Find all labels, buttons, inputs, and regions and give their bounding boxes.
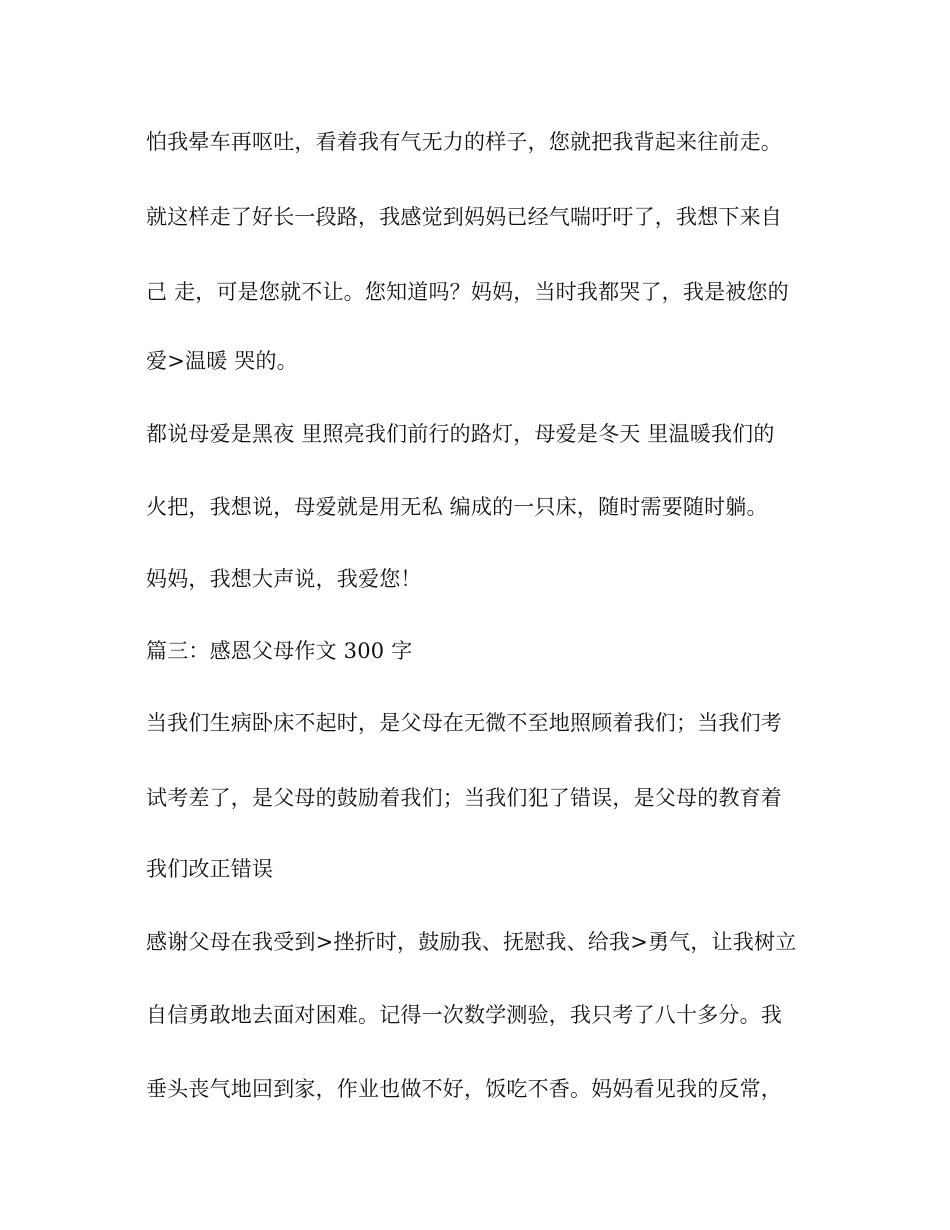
text-line: 感谢父母在我受到>挫折时，鼓励我、抚慰我、给我>勇气，让我树立 — [146, 930, 797, 954]
text-line: 就这样走了好长一段路，我感觉到妈妈已经气喘吁吁了，我想下来自 — [146, 205, 782, 229]
text-line: 火把，我想说，母爱就是用无私 编成的一只床，随时需要随时躺。 — [146, 495, 768, 519]
text-line: 自信勇敢地去面对困难。记得一次数学测验，我只考了八十多分。我 — [146, 1003, 782, 1027]
text-line: 怕我晕车再呕吐，看着我有气无力的样子，您就把我背起来往前走。 — [146, 130, 782, 154]
section-heading: 篇三：感恩父母作文 300 字 — [146, 639, 413, 663]
text-line: 都说母爱是黑夜 里照亮我们前行的路灯，母爱是冬天 里温暖我们的 — [146, 422, 775, 446]
text-line: 爱>温暖 哭的。 — [146, 349, 298, 373]
text-line: 己 走，可是您就不让。您知道吗？妈妈，当时我都哭了，我是被您的 — [146, 280, 789, 304]
text-line: 妈妈，我想大声说，我爱您！ — [146, 567, 422, 591]
text-line: 当我们生病卧床不起时，是父母在无微不至地照顾着我们；当我们考 — [146, 711, 782, 735]
text-line: 试考差了，是父母的鼓励着我们；当我们犯了错误，是父母的教育着 — [146, 786, 782, 810]
text-line: 垂头丧气地回到家，作业也做不好，饭吃不香。妈妈看见我的反常， — [146, 1077, 782, 1101]
text-line: 我们改正错误 — [146, 857, 274, 881]
